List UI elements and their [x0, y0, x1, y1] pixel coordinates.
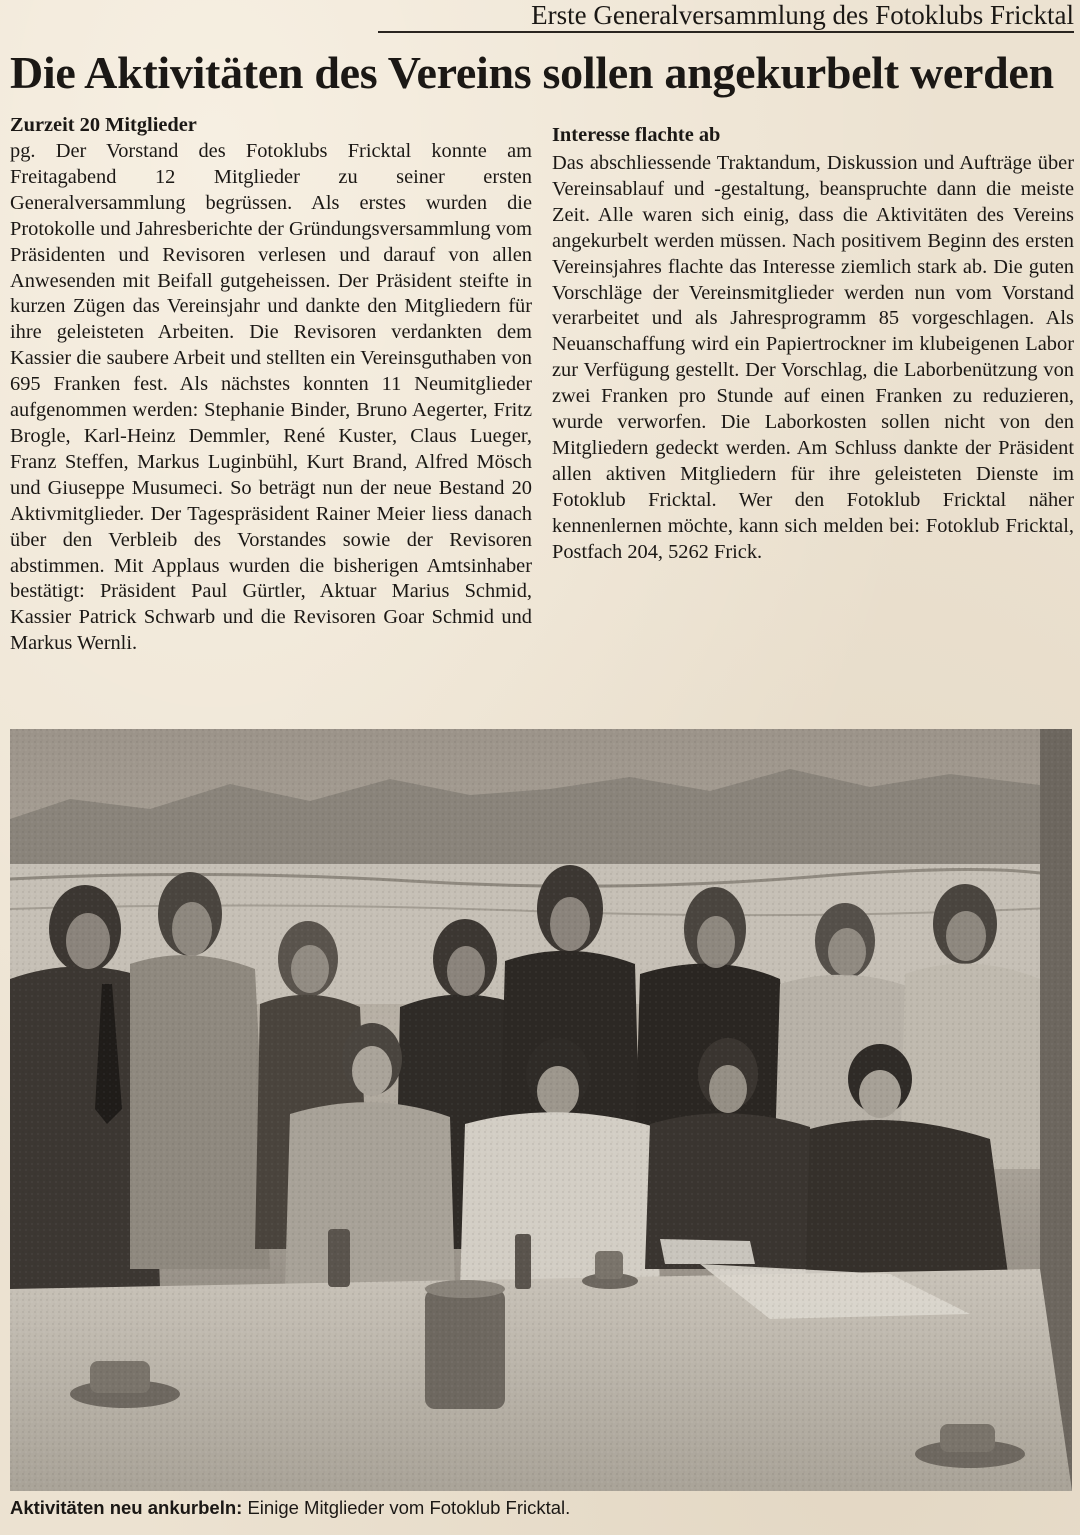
group-photo-illustration [10, 729, 1072, 1491]
section-subhead-interest: Interesse flachte ab [552, 124, 721, 146]
article-column-left [10, 112, 532, 657]
article-kicker: Erste Generalversammlung des Fotoklubs Fricktal [378, 0, 1074, 33]
section-subhead-members: Zurzeit 20 Mitglieder [10, 114, 197, 136]
group-photo [10, 729, 1072, 1491]
photo-caption-lead: Aktivitäten neu ankurbeln: [10, 1497, 243, 1518]
section-body-members: pg. Der Vorstand des Fotoklubs Fricktal konnte am Freitagabend 12 Mitglieder zu seiner ersten Generalversammlung begrüssen. Als erstes wurden die Protokolle und Jahresberichte der Gründungsversammlung vom Präsidenten und Revisoren verlesen und darauf von allen Anwesenden mit Beifall gutgeheissen. Der Präsident steifte in kurzen Zügen das Vereinsjahr und dankte den Mitgliedern für ihre geleisteten Arbeiten. Die Revisoren verdankten dem Kassier die saubere Arbeit und stellten ein Vereinsguthaben von 695 Franken fest. Als nächstes konnten 11 Neumitglieder aufgenommen werden: Stephanie Binder, Bruno Aegerter, Fritz Brogle, Karl-Heinz Demmler, René Kuster, Claus Lueger, Franz Steffen, Markus Luginbühl, Kurt Brand, Alfred Mösch und Giuseppe Musumeci. So beträgt nun der neue Bestand 20 Aktivmitglieder. Der Tagespräsident Rainer Meier liess danach über den Verbleib des Vorstandes sowie der Revisoren abstimmen. Mit Applaus wurden die bisherigen Amtsinhaber bestätigt: Präsident Paul Gürtler, Aktuar Marius Schmid, Kassier Patrick Schwarb und die Revisoren Goar Schmid und Markus Wernli. [10, 140, 532, 655]
section-body-interest: Das abschliessende Traktandum, Diskussion und Aufträge über Vereinsablauf und -gestaltung, beanspruchte dann die meiste Zeit. Alle waren sich einig, dass die Aktivitäten des Vereins angekurbelt werden müssen. Nach positivem Beginn des ersten Vereinsjahres flachte das Interesse ziemlich stark ab. Die guten Vorschläge der Vereinsmitglieder werden nun vom Vorstand verarbeitet und als Jahresprogramm 85 vorgeschlagen. Als Neuanschaffung wird ein Papiertrockner im klubeigenen Labor zur Verfügung gestellt. Der Vorschlag, die Laborbenützung von zwei Franken pro Stunde auf einen Franken zu reduzieren, wurde verworfen. Die Laborkosten sollen nicht von den Mitgliedern gedeckt werden. Am Schluss dankte der Präsident allen aktiven Mitgliedern für ihre geleisteten Dienste im Fotoklub Fricktal. Wer den Fotoklub Fricktal näher kennenlernen möchte, kann sich melden bei: Fotoklub Fricktal, Postfach 204, 5262 Frick. [552, 152, 1074, 563]
article-headline: Die Aktivitäten des Vereins sollen angekurbelt werden [10, 47, 1054, 98]
photo-caption-text: Einige Mitglieder vom Fotoklub Fricktal. [242, 1497, 571, 1518]
photo-caption [10, 1496, 1072, 1520]
article-column-right [552, 112, 1074, 566]
